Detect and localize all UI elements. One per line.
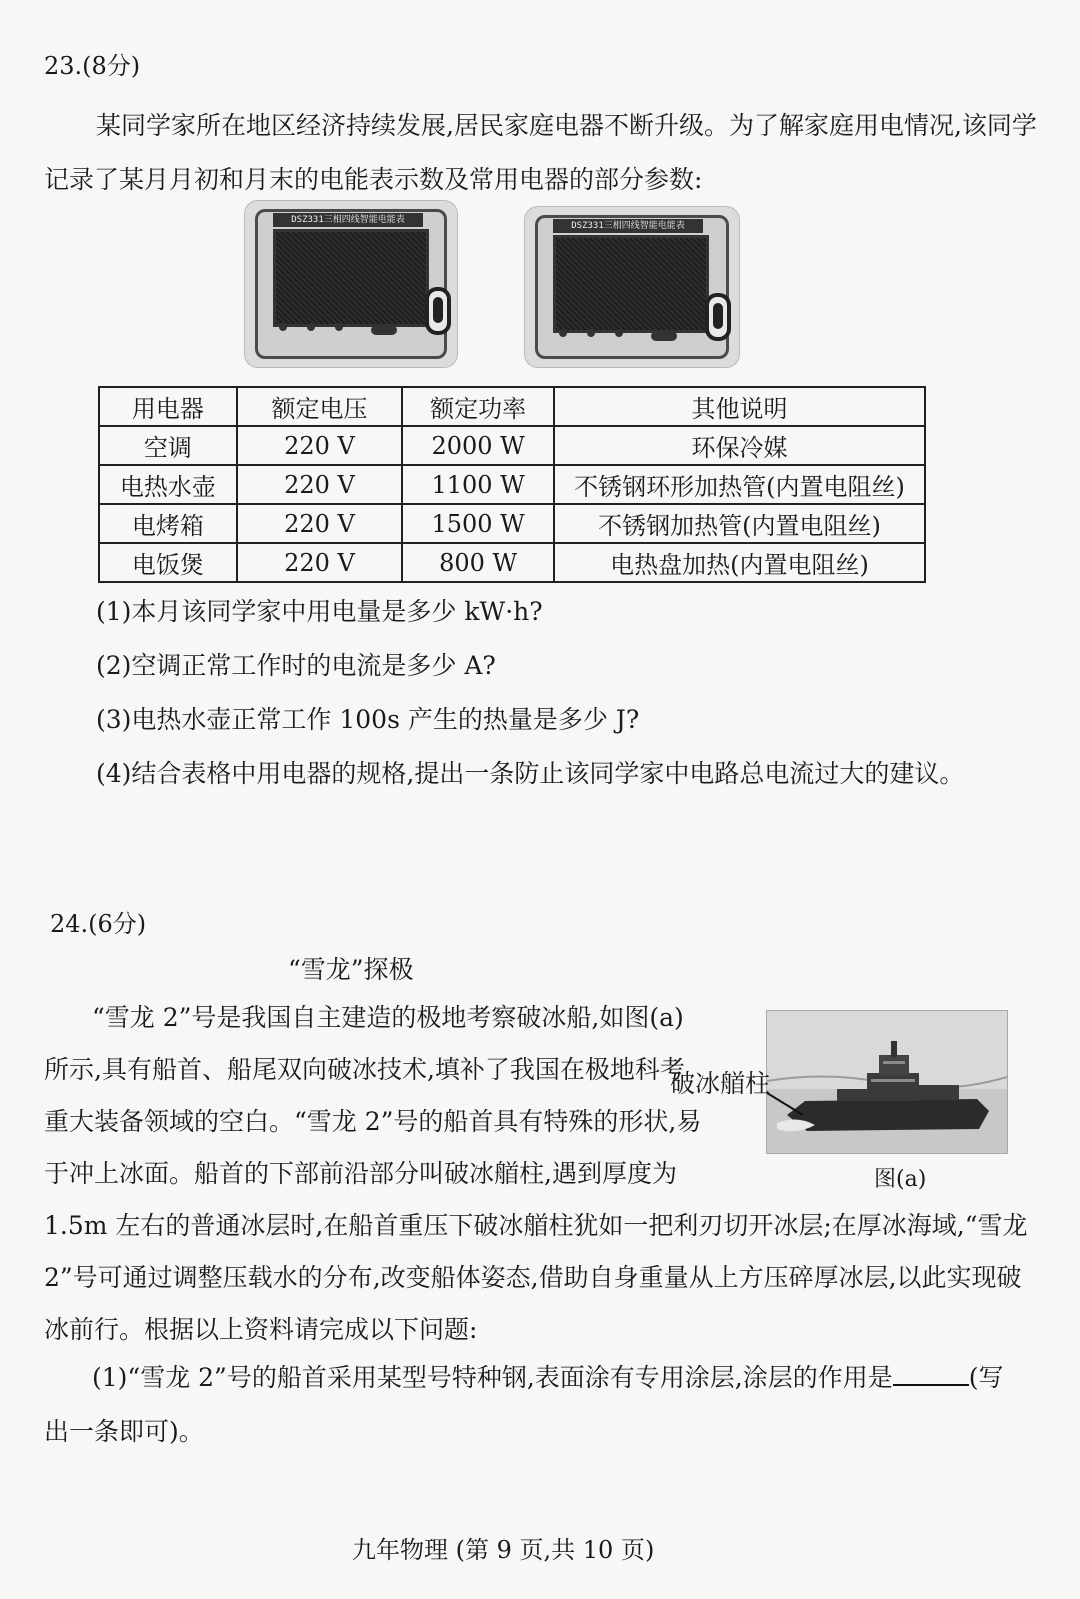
meter-button-icon [425,287,451,335]
table-header-row [99,387,925,426]
table-row [99,465,925,504]
answer-blank[interactable] [893,1362,969,1386]
table-cell: 800 W [402,543,554,582]
table-cell: 不锈钢加热管(内置电阻丝) [554,504,925,543]
meter-label: DSZ331三相四线智能电能表 [273,213,423,227]
table-header: 额定电压 [237,387,403,426]
table-cell: 220 V [237,426,403,465]
q24-question-1-tail: (写 [968,1363,1004,1392]
table-cell: 220 V [237,504,403,543]
passage-line: 重大装备领域的空白。“雪龙 2”号的船首具有特殊的形状,易 [44,1107,702,1136]
page-footer: 九年物理 (第 9 页,共 10 页) [352,1536,655,1564]
table-cell: 2000 W [402,426,554,465]
figure-caption: 图(a) [874,1167,927,1192]
table-cell: 空调 [99,426,237,465]
q23-intro-line2: 记录了某月月初和月末的电能表示数及常用电器的部分参数: [44,165,703,194]
table-cell: 1500 W [402,504,554,543]
table-row [99,426,925,465]
ship-icon [767,1011,1007,1153]
meter-photo-end [524,206,740,368]
figure-callout-label: 破冰艏柱 [670,1069,771,1098]
table-header: 额定功率 [402,387,554,426]
meter-label: DSZ331三相四线智能电能表 [553,219,703,233]
passage-line: 1.5m 左右的普通冰层时,在船首重压下破冰艏柱犹如一把利刃切开冰层;在厚冰海域,“雪龙 [44,1211,1028,1240]
passage-line: 于冲上冰面。船首的下部前沿部分叫破冰艏柱,遇到厚度为 [44,1159,677,1188]
meter-display [553,235,709,333]
q23-question-2: (2)空调正常工作时的电流是多少 A? [96,651,496,680]
passage-line: “雪龙 2”号是我国自主建造的极地考察破冰船,如图(a) [92,1003,684,1032]
table-cell: 1100 W [402,465,554,504]
passage-line: 2”号可通过调整压载水的分布,改变船体姿态,借助自身重量从上方压碎厚冰层,以此实现破 [44,1263,1022,1292]
meter-display [273,229,429,327]
q23-intro-line1: 某同学家所在地区经济持续发展,居民家庭电器不断升级。为了解家庭用电情况,该同学 [96,111,1037,140]
appliance-table [98,386,926,583]
q24-header: 24.(6分) [50,910,147,938]
passage-line: 冰前行。根据以上资料请完成以下问题: [44,1315,478,1344]
q24-question-1-text: (1)“雪龙 2”号的船首采用某型号特种钢,表面涂有专用涂层,涂层的作用是 [92,1363,893,1392]
q23-question-3: (3)电热水壶正常工作 100s 产生的热量是多少 J? [96,705,640,734]
table-row [99,543,925,582]
table-cell: 电烤箱 [99,504,237,543]
table-cell: 环保冷媒 [554,426,925,465]
q23-question-1: (1)本月该同学家中用电量是多少 kW·h? [96,597,543,626]
q24-question-1 [92,1362,1004,1394]
meter-button-icon [705,293,731,341]
table-cell: 电饭煲 [99,543,237,582]
table-header: 其他说明 [554,387,925,426]
q23-header: 23.(8分) [44,52,141,80]
passage-line: 所示,具有船首、船尾双向破冰技术,填补了我国在极地科考 [44,1055,685,1084]
table-cell: 不锈钢环形加热管(内置电阻丝) [554,465,925,504]
table-header: 用电器 [99,387,237,426]
q23-question-4: (4)结合表格中用电器的规格,提出一条防止该同学家中电路总电流过大的建议。 [96,759,965,788]
passage-title: “雪龙”探极 [288,955,414,984]
table-row [99,504,925,543]
table-cell: 电热盘加热(内置电阻丝) [554,543,925,582]
q24-question-1-line2: 出一条即可)。 [44,1417,204,1446]
table-cell: 220 V [237,465,403,504]
icebreaker-ship-photo [766,1010,1008,1154]
table-cell: 220 V [237,543,403,582]
meter-photo-start [244,200,458,368]
table-cell: 电热水壶 [99,465,237,504]
